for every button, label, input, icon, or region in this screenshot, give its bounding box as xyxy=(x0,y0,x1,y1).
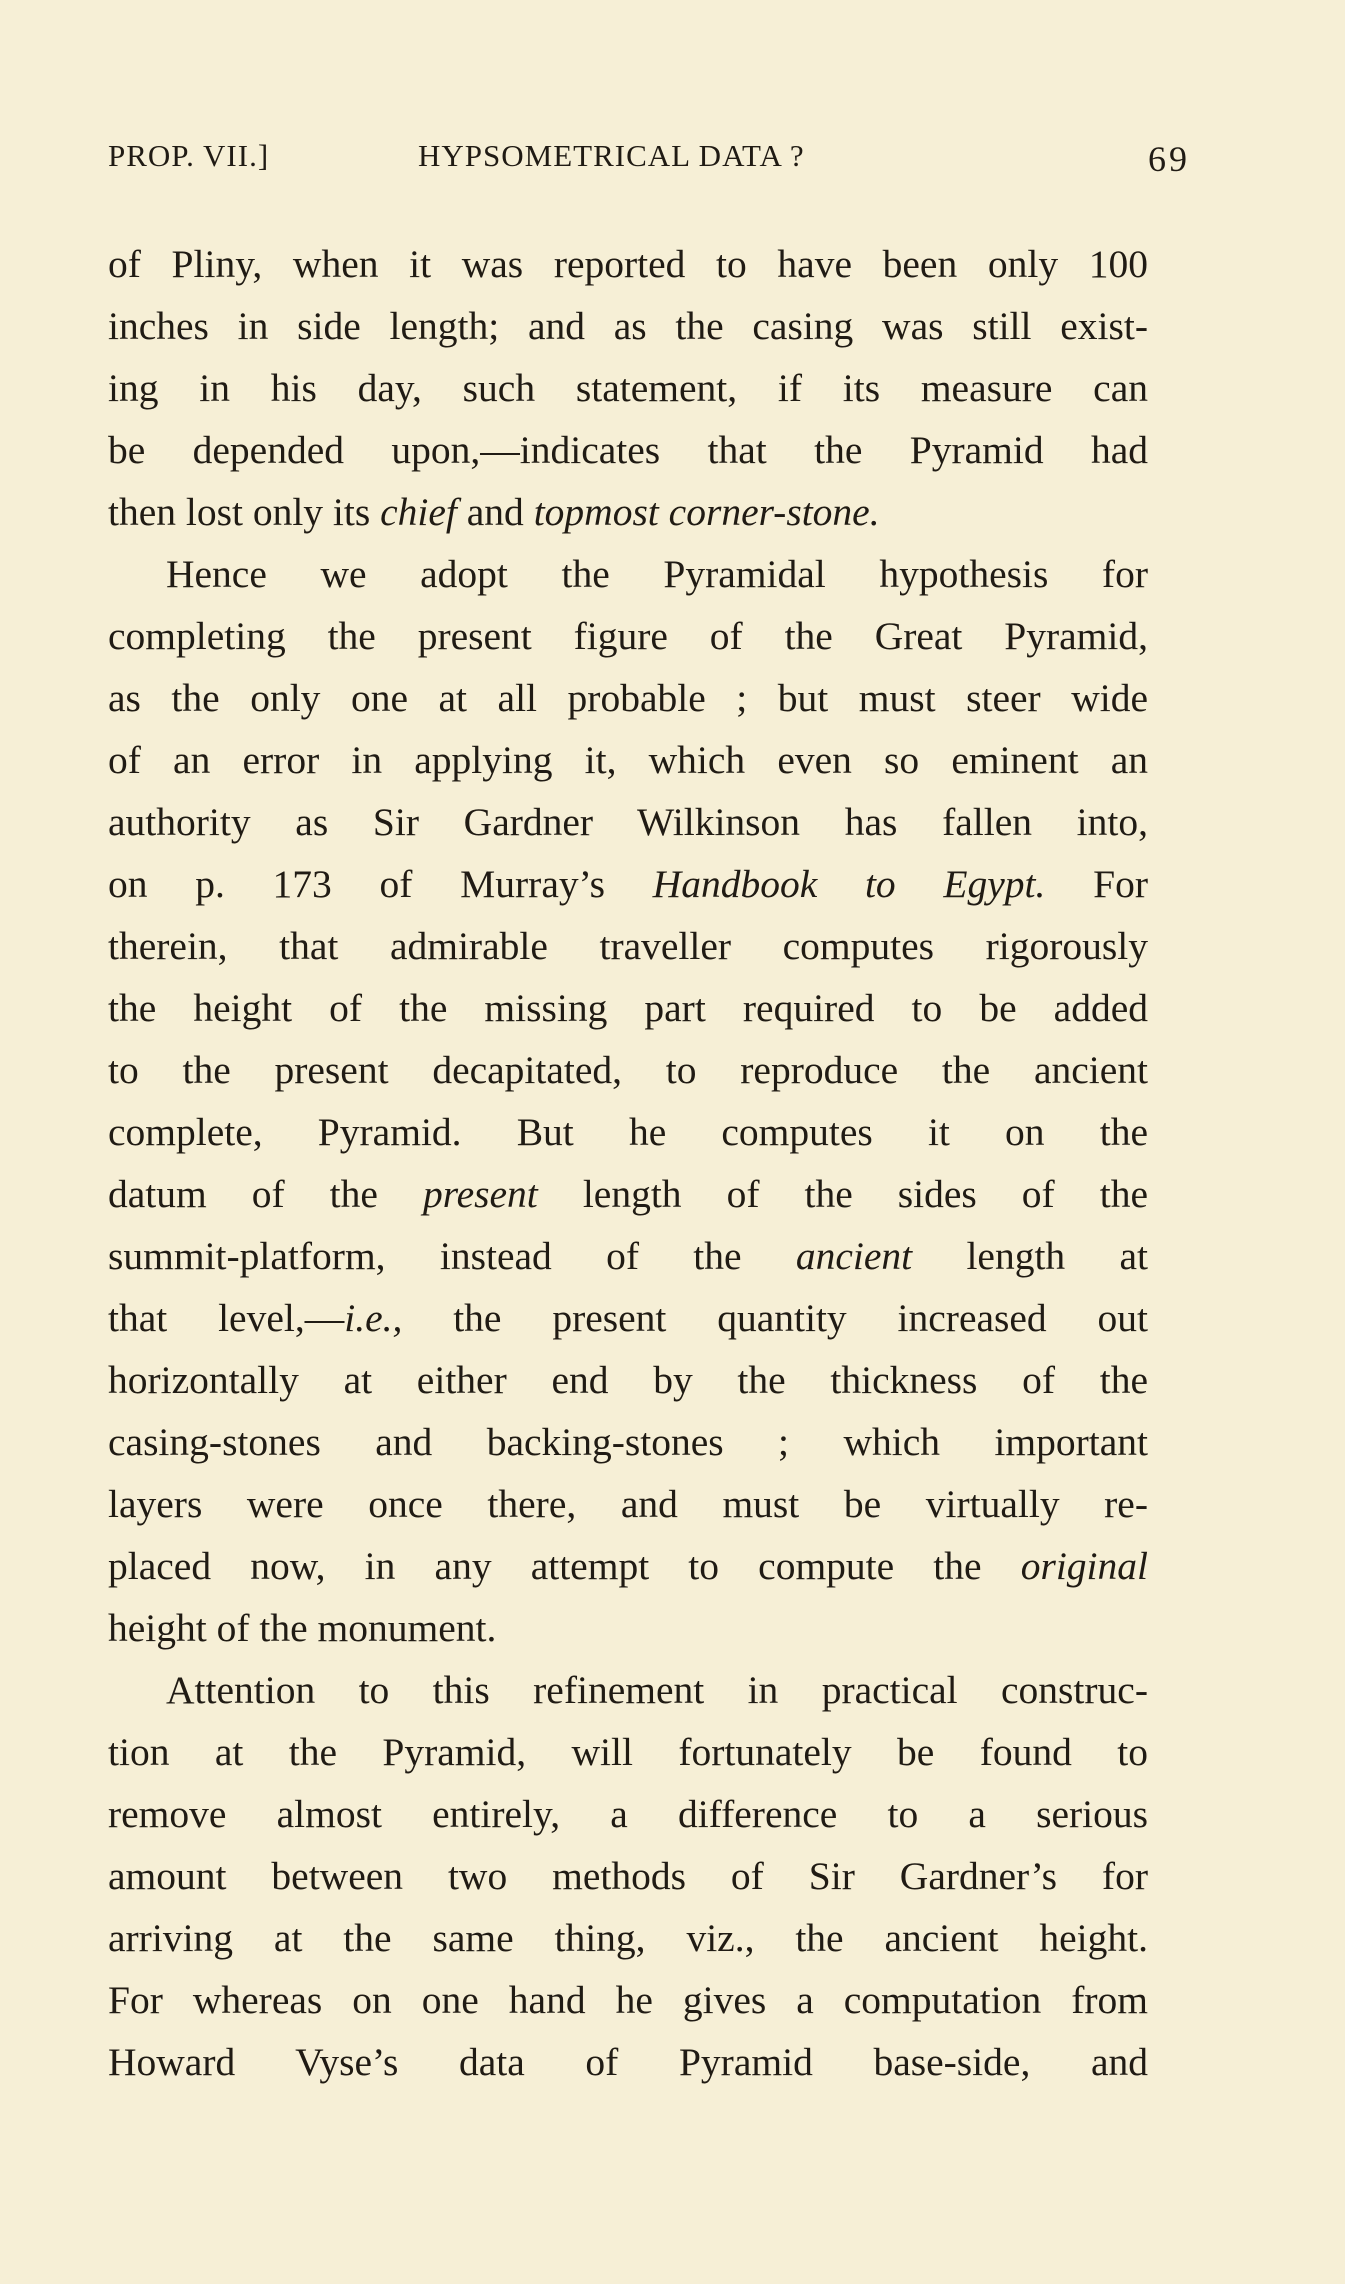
text-line xyxy=(108,1721,1148,1783)
text-segment: then lost only its xyxy=(108,490,381,534)
text-segment: completing the present figure of the Great Pyramid, xyxy=(108,614,1148,658)
running-head xyxy=(108,138,1190,188)
italic-text-segment: present xyxy=(422,1172,538,1216)
italic-text-segment: topmost corner-stone. xyxy=(533,490,880,534)
running-title: HYPSOMETRICAL DATA ? xyxy=(418,138,805,173)
text-line xyxy=(108,977,1148,1039)
text-segment: therein, that admirable traveller computes rigorously xyxy=(108,924,1148,968)
text-segment: datum of the xyxy=(108,1172,423,1216)
text-line xyxy=(108,1101,1148,1163)
text-line xyxy=(108,1535,1148,1597)
italic-text-segment: Handbook to Egypt. xyxy=(652,862,1046,906)
text-line xyxy=(108,667,1148,729)
text-segment: to the present decapitated, to reproduce the ancient xyxy=(108,1048,1148,1092)
text-segment: on p. 173 of Murray’s xyxy=(108,862,653,906)
text-segment: layers were once there, and must be virtually re- xyxy=(108,1482,1148,1526)
text-segment: the present quantity increased out xyxy=(402,1296,1148,1340)
text-segment: Howard Vyse’s data of Pyramid base-side, and xyxy=(108,2040,1148,2084)
body-text xyxy=(108,233,1148,2093)
text-segment: as the only one at all probable ; but must steer wide xyxy=(108,676,1148,720)
text-line xyxy=(108,543,1148,605)
text-line xyxy=(108,605,1148,667)
text-line xyxy=(108,1783,1148,1845)
page-number: 69 xyxy=(1148,139,1190,179)
text-segment: be depended upon,—indicates that the Pyramid had xyxy=(108,428,1148,472)
text-line xyxy=(108,1845,1148,1907)
text-segment: length of the sides of the xyxy=(537,1172,1148,1216)
text-segment: authority as Sir Gardner Wilkinson has fallen into, xyxy=(108,800,1148,844)
text-segment: ing in his day, such statement, if its measure can xyxy=(108,366,1148,410)
text-line xyxy=(108,853,1148,915)
italic-text-segment: original xyxy=(1020,1544,1148,1588)
text-line xyxy=(108,233,1148,295)
text-line xyxy=(108,1473,1148,1535)
text-line xyxy=(108,1163,1148,1225)
text-segment: and xyxy=(456,490,534,534)
text-segment: Attention to this refinement in practical construc- xyxy=(166,1668,1148,1712)
text-line xyxy=(108,1039,1148,1101)
section-reference: PROP. VII.] xyxy=(108,138,270,173)
italic-text-segment: chief xyxy=(380,490,457,534)
text-line xyxy=(108,1287,1148,1349)
text-segment: complete, Pyramid. But he computes it on the xyxy=(108,1110,1148,1154)
text-line xyxy=(108,1659,1148,1721)
text-segment: amount between two methods of Sir Gardner’s for xyxy=(108,1854,1148,1898)
text-line xyxy=(108,481,1148,543)
text-line xyxy=(108,1411,1148,1473)
text-segment: For whereas on one hand he gives a computation from xyxy=(108,1978,1148,2022)
text-line xyxy=(108,2031,1148,2093)
text-line xyxy=(108,729,1148,791)
text-segment: height of the monument. xyxy=(108,1606,497,1650)
text-segment: length at xyxy=(912,1234,1148,1278)
text-line xyxy=(108,1907,1148,1969)
text-line xyxy=(108,357,1148,419)
text-segment: of Pliny, when it was reported to have been only 100 xyxy=(108,242,1148,286)
text-line xyxy=(108,915,1148,977)
text-segment: summit-platform, instead of the xyxy=(108,1234,796,1278)
text-line xyxy=(108,295,1148,357)
text-segment: placed now, in any attempt to compute the xyxy=(108,1544,1021,1588)
text-segment: arriving at the same thing, viz., the ancient height. xyxy=(108,1916,1148,1960)
text-segment: of an error in applying it, which even so eminent an xyxy=(108,738,1148,782)
text-line xyxy=(108,1597,1148,1659)
text-segment: For xyxy=(1045,862,1148,906)
text-line xyxy=(108,791,1148,853)
italic-text-segment: i.e., xyxy=(344,1296,403,1340)
italic-text-segment: ancient xyxy=(795,1234,913,1278)
text-segment: the height of the missing part required to be added xyxy=(108,986,1148,1030)
text-segment: inches in side length; and as the casing was still exist- xyxy=(108,304,1148,348)
text-segment: tion at the Pyramid, will fortunately be found to xyxy=(108,1730,1148,1774)
text-segment: horizontally at either end by the thickness of the xyxy=(108,1358,1148,1402)
text-segment: Hence we adopt the Pyramidal hypothesis for xyxy=(166,552,1148,596)
text-segment: remove almost entirely, a difference to a serious xyxy=(108,1792,1148,1836)
text-line xyxy=(108,1225,1148,1287)
text-segment: that level,— xyxy=(108,1296,345,1340)
text-segment: casing-stones and backing-stones ; which important xyxy=(108,1420,1148,1464)
text-line xyxy=(108,1969,1148,2031)
text-line xyxy=(108,1349,1148,1411)
text-line xyxy=(108,419,1148,481)
